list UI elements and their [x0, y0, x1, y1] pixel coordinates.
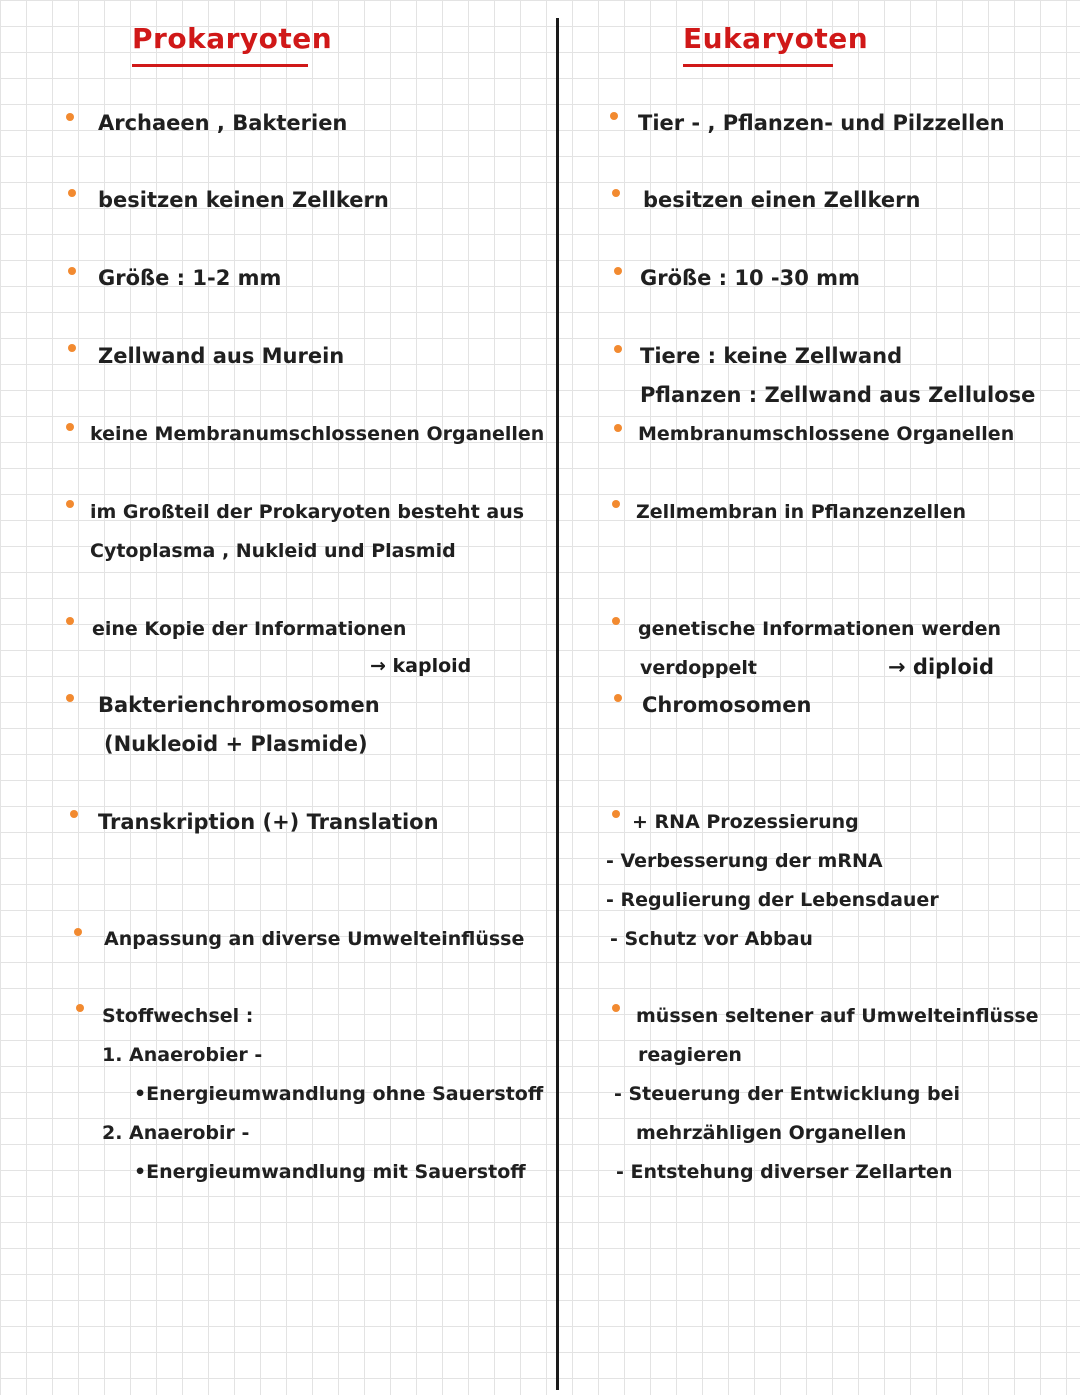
right-item-chromosomes: Chromosomen [642, 693, 812, 717]
left-item-metabolism-1-detail: •Energieumwandlung ohne Sauerstoff [134, 1083, 544, 1105]
bullet-icon [612, 617, 620, 625]
right-item-genetic-line2: verdoppelt [640, 657, 757, 679]
left-item-chromosomes-detail: (Nukleoid + Plasmide) [104, 732, 368, 756]
right-item-membrane: Zellmembran in Pflanzenzellen [636, 501, 966, 523]
bullet-icon [612, 500, 620, 508]
left-item-adaptation: Anpassung an diverse Umwelteinflüsse [104, 928, 525, 950]
left-item-metabolism: Stoffwechsel : [102, 1005, 254, 1027]
bullet-icon [68, 267, 76, 275]
right-item-environment-point-1: - Steuerung der Entwicklung bei [614, 1083, 961, 1105]
right-item-environment-point-2: - Entstehung diverser Zellarten [616, 1161, 953, 1183]
right-item-genetic-line1: genetische Informationen werden [638, 618, 1002, 640]
bullet-icon [612, 1004, 620, 1012]
left-item-size: Größe : 1-2 mm [98, 266, 282, 290]
bullet-icon [66, 500, 74, 508]
bullet-icon [614, 424, 622, 432]
bullet-icon [612, 189, 620, 197]
bullet-icon [70, 810, 78, 818]
right-title: Eukaryoten [683, 22, 869, 55]
bullet-icon [66, 617, 74, 625]
bullet-icon [68, 344, 76, 352]
right-item-organelles: Membranumschlossene Organellen [638, 423, 1015, 445]
right-item-rna-point-2: - Regulierung der Lebensdauer [606, 889, 939, 911]
bullet-icon [76, 1004, 84, 1012]
bullet-icon [614, 345, 622, 353]
right-item-organisms: Tier - , Pflanzen- und Pilzzellen [638, 111, 1005, 135]
right-item-size: Größe : 10 -30 mm [640, 266, 860, 290]
right-item-environment-line2: reagieren [638, 1044, 742, 1066]
left-item-organisms: Archaeen , Bakterien [98, 111, 348, 135]
right-item-cellwall-plants: Pflanzen : Zellwand aus Zellulose [640, 383, 1036, 407]
bullet-icon [68, 189, 76, 197]
column-divider [556, 18, 559, 1390]
left-item-organelles: keine Membranumschlossenen Organellen [90, 423, 545, 445]
bullet-icon [66, 694, 74, 702]
left-title-underline [132, 64, 308, 67]
bullet-icon [610, 112, 618, 120]
left-item-structure-line2: Cytoplasma , Nukleid und Plasmid [90, 540, 456, 562]
left-item-nucleus: besitzen keinen Zellkern [98, 188, 389, 212]
bullet-icon [66, 113, 74, 121]
right-item-environment-line1: müssen seltener auf Umwelteinflüsse [636, 1005, 1039, 1027]
left-item-metabolism-2-detail: •Energieumwandlung mit Sauerstoff [134, 1161, 526, 1183]
right-title-underline [683, 64, 833, 67]
left-item-copy: eine Kopie der Informationen [92, 618, 407, 640]
right-item-environment-point-1b: mehrzähligen Organellen [636, 1122, 907, 1144]
left-item-metabolism-1: 1. Anaerobier - [102, 1044, 263, 1066]
bullet-icon [614, 267, 622, 275]
right-item-nucleus: besitzen einen Zellkern [643, 188, 921, 212]
right-item-rna-point-3: - Schutz vor Abbau [610, 928, 813, 950]
left-title: Prokaryoten [132, 22, 333, 55]
bullet-icon [66, 423, 74, 431]
left-item-copy-ploidy: → kaploid [370, 655, 472, 677]
bullet-icon [614, 694, 622, 702]
right-item-cellwall-animals: Tiere : keine Zellwand [640, 344, 903, 368]
left-item-transcription: Transkription (+) Translation [98, 810, 439, 834]
left-item-chromosomes: Bakterienchromosomen [98, 693, 380, 717]
bullet-icon [74, 928, 82, 936]
left-item-structure-line1: im Großteil der Prokaryoten besteht aus [90, 501, 525, 523]
right-item-genetic-ploidy: → diploid [888, 655, 995, 679]
right-item-rna-processing: + RNA Prozessierung [632, 811, 859, 833]
right-item-rna-point-1: - Verbesserung der mRNA [606, 850, 883, 872]
left-item-cellwall: Zellwand aus Murein [98, 344, 345, 368]
left-item-metabolism-2: 2. Anaerobir - [102, 1122, 250, 1144]
bullet-icon [612, 810, 620, 818]
